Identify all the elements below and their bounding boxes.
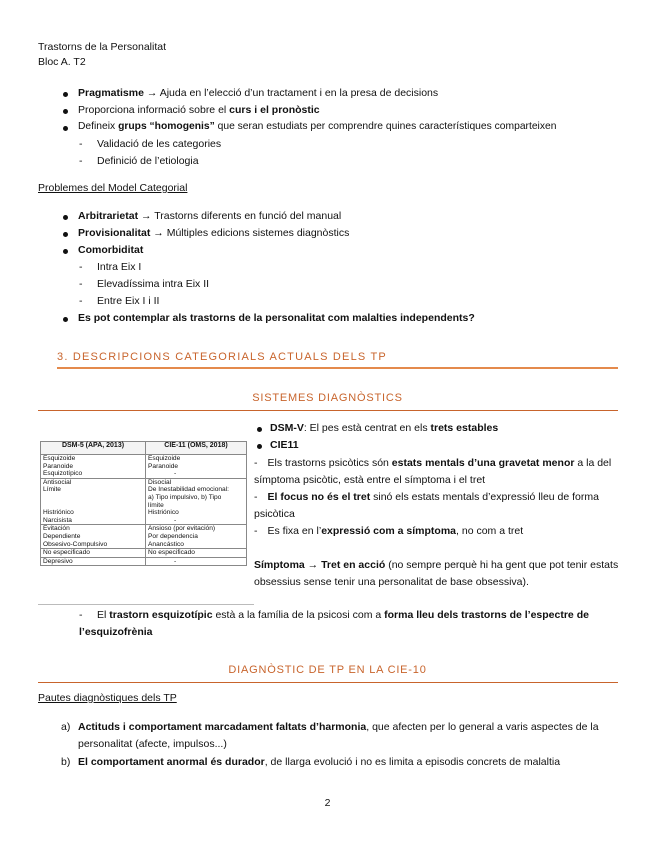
table-cell: Antisocial Límite Histriónico Narcisista	[41, 478, 146, 525]
cie11-dash-2: - El focus no és el tret sinó els estats mentals d’expressió lleu de forma psicòtica	[254, 491, 599, 520]
dash-marker: -	[79, 155, 83, 167]
doc-header-subtitle: Bloc A. T2	[38, 56, 86, 68]
dsm-cie-comparison-table	[40, 441, 247, 566]
table-cell: Evitación Dependiente Obsesivo-Compulsivo	[41, 525, 146, 549]
table-row	[41, 557, 247, 566]
bullet-dot	[63, 249, 68, 254]
table-row	[41, 478, 247, 525]
cie11-dash-1: - Els trastorns psicòtics són estats mentals d’una gravetat menor a la del símptoma psicòtic, està entre el símptoma i el tret	[254, 457, 612, 486]
table-cell: Esquizoide Paranoide -	[146, 455, 247, 479]
cie10-title: DIAGNÒSTIC DE TP EN LA CIE-10	[228, 664, 427, 676]
dash-marker: -	[79, 295, 83, 307]
table-row	[41, 549, 247, 558]
intro-bullet-1: Pragmatisme → Ajuda en l’elecció d’un tractament i en la presa de decisions	[78, 87, 439, 99]
cie10-rule	[38, 682, 618, 683]
systems-title: SISTEMES DIAGNÒSTICS	[252, 392, 403, 404]
bullet-dot	[63, 109, 68, 114]
table-cell: -	[146, 557, 247, 566]
table-header-cie11: CIE-11 (OMS, 2018)	[146, 442, 247, 455]
bullet-dot	[63, 317, 68, 322]
section-3-title: 3. DESCRIPCIONS CATEGORIALS ACTUALS DELS TP	[57, 351, 387, 363]
cie10-item-a-label: a)	[61, 721, 71, 733]
table-row	[41, 525, 247, 549]
cie11-bullet: CIE11	[270, 439, 299, 451]
dsmv-bullet: DSM-V: El pes està centrat en els trets estables	[270, 422, 499, 434]
dash-marker: -	[79, 138, 83, 150]
bullet-dot	[63, 92, 68, 97]
cie11-dash-3: - Es fixa en l’expressió com a símptoma, no com a tret	[254, 525, 524, 537]
problems-bullet-2: Provisionalitat → Múltiples edicions sistemes diagnòstics	[78, 227, 350, 239]
table-header-dsm5: DSM-5 (APA, 2013)	[41, 442, 146, 455]
table-cell: Depresivo	[41, 557, 146, 566]
page-number: 2	[324, 797, 331, 809]
table-row	[41, 455, 247, 479]
intro-dash-2: Definició de l’etiologia	[97, 155, 199, 167]
problems-bullet-3: Comorbiditat	[78, 244, 144, 256]
table-cell: Esquizoide Paranoide Esquizotípico	[41, 455, 146, 479]
problems-heading: Problemes del Model Categorial	[38, 182, 188, 194]
cie10-subtitle: Pautes diagnòstiques dels TP	[38, 692, 177, 704]
bullet-dot	[63, 215, 68, 220]
problems-dash-3: Entre Eix I i II	[97, 295, 160, 307]
table-cell: No especificado	[146, 549, 247, 558]
table-cell: No especificado	[41, 549, 146, 558]
cie10-item-b: El comportament anormal és durador, de llarga evolució i no es limita a episodis concrets de malaltia	[78, 756, 561, 768]
bullet-dot	[63, 232, 68, 237]
problems-bullet-1: Arbitrarietat → Trastorns diferents en funció del manual	[78, 210, 342, 222]
cie10-item-b-label: b)	[61, 756, 71, 768]
table-divider	[38, 604, 254, 605]
intro-bullet-2: Proporciona informació sobre el curs i el pronòstic	[78, 104, 320, 116]
dash-marker: -	[79, 278, 83, 290]
bullet-dot	[63, 126, 68, 131]
intro-dash-1: Validació de les categories	[97, 138, 222, 150]
doc-header-title: Trastorns de la Personalitat	[38, 41, 167, 53]
table-cell: Ansioso (por evitación) Por dependencia Anancástico	[146, 525, 247, 549]
bullet-dot	[257, 427, 262, 432]
dash-marker: -	[79, 261, 83, 273]
cie10-item-a: Actituds i comportament marcadament faltats d’harmonia, que afecten per lo general a varis aspectes de la personalitat (afecte, impulsos...)	[78, 721, 599, 750]
bullet-dot	[257, 444, 262, 449]
systems-rule	[38, 410, 618, 411]
schizotypal-note: - El trastorn esquizotípic està a la família de la psicosi com a forma lleu dels trastorns de l’espectre de l’esquizofrènia	[79, 609, 589, 638]
table-cell: Disocial De Inestabilidad emocional: a) Tipo impulsivo, b) Tipo límite Histriónico -	[146, 478, 247, 525]
problems-dash-1: Intra Eix I	[97, 261, 142, 273]
intro-bullet-3: Defineix grups “homogenis” que seran estudiats per comprendre quines característiques comparteixen	[78, 121, 557, 132]
problems-dash-2: Elevadíssima intra Eix II	[97, 278, 210, 290]
symptom-note: Símptoma → Tret en acció (no sempre perquè hi ha gent que pot tenir estats obsessius sense tenir una personalitat de base obsessiva).	[254, 559, 619, 588]
section-3-rule	[57, 367, 618, 369]
problems-question: Es pot contemplar als trastorns de la personalitat com malalties independents?	[78, 312, 475, 324]
